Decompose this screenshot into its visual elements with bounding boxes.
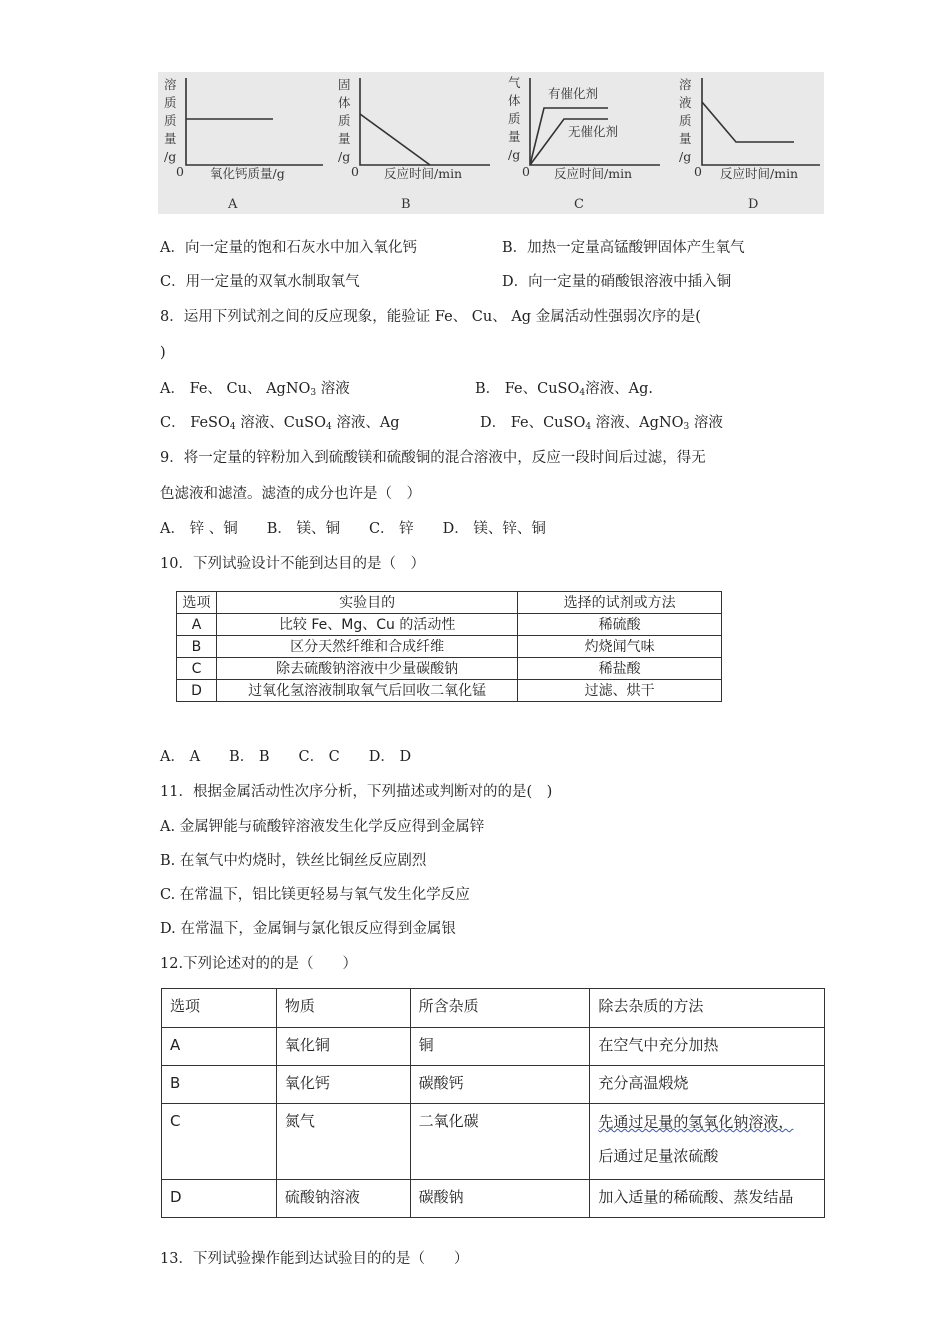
- table-cell: 过滤、烘干: [518, 680, 722, 702]
- graph-b-ylabel-4: 量: [338, 131, 351, 146]
- q8-stem-line2: ): [160, 345, 166, 361]
- q7-option-a: A．向一定量的饱和石灰水中加入氧化钙: [160, 240, 417, 256]
- table-cell: 比较 Fe、Mg、Cu 的活动性: [216, 614, 517, 636]
- graph-d-curve: [702, 102, 794, 142]
- graph-c-ylabel-5: /g: [508, 147, 521, 162]
- table-header-cell: 物质: [276, 989, 410, 1028]
- table-cell: 稀盐酸: [518, 658, 722, 680]
- table-cell: A: [177, 614, 217, 636]
- graph-d-axes: [702, 78, 820, 165]
- table-row: [177, 658, 722, 680]
- table-row: [177, 636, 722, 658]
- q10-options: A． A B． B C． C D． D: [160, 749, 412, 765]
- graph-c-ylabel-3: 质: [508, 111, 521, 126]
- table-cell: D: [162, 1180, 277, 1218]
- table-row: [162, 1180, 825, 1218]
- table-cell: 灼烧闻气味: [518, 636, 722, 658]
- graph-b-ylabel-2: 体: [338, 95, 351, 110]
- q8-option-b: B． Fe、CuSO$_4$溶液、Ag.: [475, 381, 653, 398]
- table-cell: 充分高温煅烧: [590, 1066, 825, 1104]
- graph-b-axes: [360, 78, 490, 165]
- table-cell: [590, 1104, 825, 1180]
- table-row: [162, 1028, 825, 1066]
- q9-stem-line2: 色滤液和滤渣。滤渣的成分也许是（ ）: [160, 486, 421, 502]
- graph-b-curve: [360, 114, 430, 165]
- graph-a-origin: 0: [176, 164, 184, 179]
- table-cell: 过氧化氢溶液制取氧气后回收二氧化锰: [216, 680, 517, 702]
- graph-d: [679, 77, 820, 212]
- graph-b: [338, 77, 490, 212]
- table-cell: 氧化铜: [276, 1028, 410, 1066]
- q12-table: [161, 988, 825, 1218]
- graph-b-origin: 0: [351, 164, 359, 179]
- q9-options: A． 锌 、铜 B． 镁、铜 C． 锌 D． 镁、锌、铜: [160, 521, 546, 537]
- graph-a-caption: A: [228, 197, 238, 212]
- graph-c-ylabel-4: 量: [508, 129, 521, 144]
- table-header-cell: 实验目的: [216, 592, 517, 614]
- table-row: [162, 1104, 825, 1180]
- table-cell: 氮气: [276, 1104, 410, 1180]
- graph-c-xlabel: 反应时间/min: [554, 166, 633, 181]
- table-cell: B: [162, 1066, 277, 1104]
- table-row: [177, 614, 722, 636]
- graph-d-caption: D: [748, 197, 759, 212]
- table-cell: A: [162, 1028, 277, 1066]
- table-cell: C: [177, 658, 217, 680]
- q11-option-b: B. 在氧气中灼烧时，铁丝比铜丝反应剧烈: [160, 853, 427, 869]
- graph-c-origin: 0: [522, 164, 530, 179]
- table-cell: 在空气中充分加热: [590, 1028, 825, 1066]
- graphs-svg: [158, 72, 824, 214]
- table-cell: 加入适量的稀硫酸、蒸发结晶: [590, 1180, 825, 1218]
- graph-d-ylabel-2: 液: [679, 95, 692, 110]
- method-line-1: 先通过足量的氢氧化钠溶液，: [598, 1113, 794, 1131]
- table-header-cell: 除去杂质的方法: [590, 989, 825, 1028]
- table-cell: 铜: [410, 1028, 590, 1066]
- graph-a-ylabel-3: 质: [164, 113, 177, 128]
- table-header-cell: 选择的试剂或方法: [518, 592, 722, 614]
- table-cell: 碳酸钠: [410, 1180, 590, 1218]
- graph-a-ylabel-5: /g: [164, 149, 177, 164]
- graph-c-label-no-catalyst: 无催化剂: [568, 124, 619, 139]
- graph-a-ylabel-2: 质: [164, 95, 177, 110]
- q7-option-c: C．用一定量的双氧水制取氧气: [160, 274, 360, 290]
- graph-a-ylabel-4: 量: [164, 131, 177, 146]
- q8-option-a: A． Fe、 Cu、 AgNO$_3$ 溶液: [160, 381, 350, 398]
- graph-d-ylabel-5: /g: [679, 149, 692, 164]
- graph-d-xlabel: 反应时间/min: [720, 166, 799, 181]
- graph-a-axes: [186, 78, 323, 165]
- q10-table: [176, 591, 722, 702]
- graph-b-xlabel: 反应时间/min: [384, 166, 463, 181]
- graph-b-ylabel-3: 质: [338, 113, 351, 128]
- table-header-row: [177, 592, 722, 614]
- q13-stem: 13．下列试验操作能到达试验目的的是（ ）: [160, 1251, 469, 1267]
- graph-d-origin: 0: [694, 164, 702, 179]
- q8-option-d: D． Fe、CuSO$_4$ 溶液、AgNO$_3$ 溶液: [480, 415, 723, 432]
- table-cell: B: [177, 636, 217, 658]
- graph-d-ylabel-4: 量: [679, 131, 692, 146]
- graph-c-label-catalyst: 有催化剂: [548, 86, 599, 101]
- graph-b-caption: B: [401, 197, 411, 212]
- table-header-cell: 选项: [162, 989, 277, 1028]
- graph-b-ylabel-1: 固: [338, 77, 351, 92]
- graph-c-ylabel-2: 体: [508, 93, 521, 108]
- table-cell: 除去硫酸钠溶液中少量碳酸钠: [216, 658, 517, 680]
- table-cell: 二氧化碳: [410, 1104, 590, 1180]
- table-row: [177, 680, 722, 702]
- table-cell: 硫酸钠溶液: [276, 1180, 410, 1218]
- table-cell: 氧化钙: [276, 1066, 410, 1104]
- q12-stem: 12.下列论述对的的是（ ）: [160, 956, 358, 972]
- q7-option-d: D．向一定量的硝酸银溶液中插入铜: [502, 274, 732, 290]
- q8-option-c: C． FeSO$_4$ 溶液、CuSO$_4$ 溶液、Ag: [160, 415, 400, 432]
- table-cell: 碳酸钙: [410, 1066, 590, 1104]
- q8-stem-line1: 8．运用下列试剂之间的反应现象，能验证 Fe、 Cu、 Ag 金属活动性强弱次序的是(: [160, 309, 701, 325]
- table-cell: 区分天然纤维和合成纤维: [216, 636, 517, 658]
- q7-option-b: B．加热一定量高锰酸钾固体产生氧气: [502, 240, 745, 256]
- q9-stem-line1: 9．将一定量的锌粉加入到硫酸镁和硫酸铜的混合溶液中，反应一段时间后过滤，得无: [160, 450, 706, 466]
- q10-stem: 10．下列试验设计不能到达目的是（ ）: [160, 556, 425, 572]
- method-line-2: 后通过足量浓硫酸: [598, 1147, 719, 1165]
- graph-a-ylabel-1: 溶: [164, 77, 177, 92]
- graph-a: [164, 77, 323, 212]
- graph-d-ylabel-3: 质: [679, 113, 692, 128]
- q11-option-c: C. 在常温下，铝比镁更轻易与氧气发生化学反应: [160, 887, 470, 903]
- table-cell: 稀硫酸: [518, 614, 722, 636]
- graph-c: [508, 75, 660, 212]
- table-cell: C: [162, 1104, 277, 1180]
- graph-a-xlabel: 氧化钙质量/g: [210, 166, 285, 181]
- graph-b-ylabel-5: /g: [338, 149, 351, 164]
- table-header-cell: 选项: [177, 592, 217, 614]
- table-header-row: [162, 989, 825, 1028]
- q11-stem: 11．根据金属活动性次序分析，下列描述或判断对的的是( ): [160, 784, 553, 800]
- table-cell: D: [177, 680, 217, 702]
- graphs-figure: [158, 72, 824, 214]
- graph-d-ylabel-1: 溶: [679, 77, 692, 92]
- graph-c-caption: C: [574, 197, 584, 212]
- q11-option-d: D. 在常温下，金属铜与氯化银反应得到金属银: [160, 921, 456, 937]
- table-row: [162, 1066, 825, 1104]
- q11-option-a: A. 金属钾能与硫酸锌溶液发生化学反应得到金属锌: [160, 819, 485, 835]
- graph-c-ylabel-1: 气: [508, 75, 521, 90]
- table-header-cell: 所含杂质: [410, 989, 590, 1028]
